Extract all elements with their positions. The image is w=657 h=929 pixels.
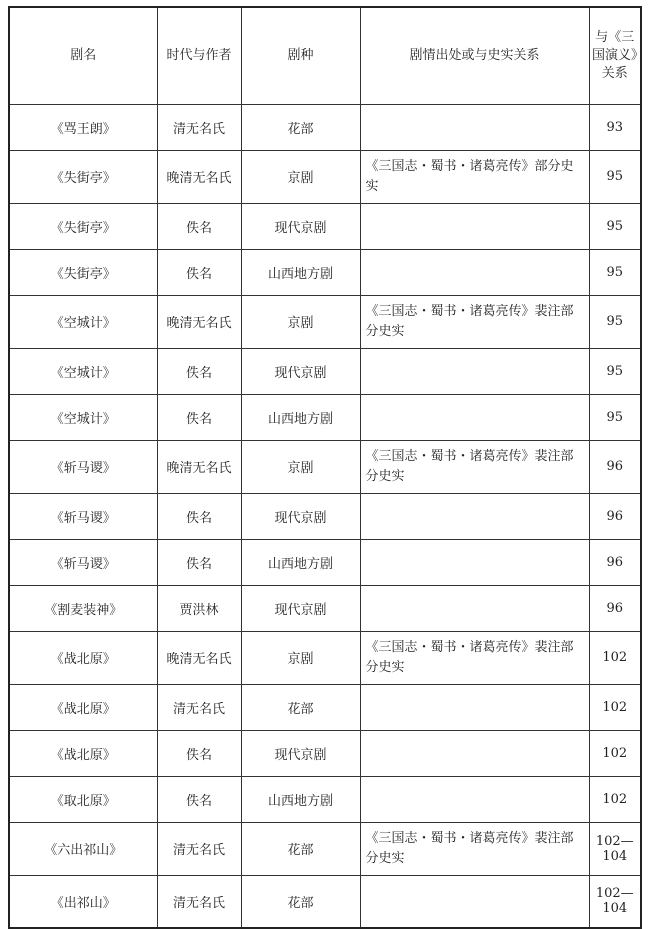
genre: 现代京剧 bbox=[241, 203, 360, 249]
table-row bbox=[9, 203, 641, 249]
genre: 京剧 bbox=[241, 631, 360, 684]
relation-page: 95 bbox=[589, 203, 641, 249]
play-title: 《斩马谡》 bbox=[9, 539, 157, 585]
source-note bbox=[360, 585, 589, 631]
play-title: 《战北原》 bbox=[9, 684, 157, 730]
relation-page: 102 bbox=[589, 684, 641, 730]
relation-page: 93 bbox=[589, 104, 641, 150]
relation-page: 102 bbox=[589, 730, 641, 776]
source-note bbox=[360, 394, 589, 440]
source-note: 《三国志・蜀书・诸葛亮传》裴注部分史实 bbox=[360, 440, 589, 493]
era-author: 清无名氏 bbox=[157, 684, 241, 730]
header-title: 剧名 bbox=[9, 7, 157, 104]
relation-page: 102 bbox=[589, 631, 641, 684]
genre: 京剧 bbox=[241, 295, 360, 348]
source-note: 《三国志・蜀书・诸葛亮传》裴注部分史实 bbox=[360, 822, 589, 875]
play-title: 《骂王朗》 bbox=[9, 104, 157, 150]
relation-page: 95 bbox=[589, 348, 641, 394]
play-title: 《失街亭》 bbox=[9, 203, 157, 249]
source-note bbox=[360, 348, 589, 394]
relation-page: 102 bbox=[589, 776, 641, 822]
genre: 京剧 bbox=[241, 150, 360, 203]
play-title: 《空城计》 bbox=[9, 295, 157, 348]
table-row bbox=[9, 539, 641, 585]
era-author: 佚名 bbox=[157, 394, 241, 440]
era-author: 清无名氏 bbox=[157, 875, 241, 928]
genre: 花部 bbox=[241, 875, 360, 928]
source-note bbox=[360, 203, 589, 249]
era-author: 佚名 bbox=[157, 493, 241, 539]
header-source: 剧情出处或与史实关系 bbox=[360, 7, 589, 104]
relation-page: 96 bbox=[589, 493, 641, 539]
genre: 京剧 bbox=[241, 440, 360, 493]
relation-page: 96 bbox=[589, 539, 641, 585]
relation-page: 96 bbox=[589, 585, 641, 631]
era-author: 佚名 bbox=[157, 249, 241, 295]
table-row bbox=[9, 585, 641, 631]
play-title: 《斩马谡》 bbox=[9, 440, 157, 493]
play-title: 《出祁山》 bbox=[9, 875, 157, 928]
play-title: 《失街亭》 bbox=[9, 249, 157, 295]
header-relation: 与《三国演义》关系 bbox=[589, 7, 641, 104]
genre: 花部 bbox=[241, 822, 360, 875]
play-title: 《空城计》 bbox=[9, 394, 157, 440]
relation-page: 102—104 bbox=[589, 822, 641, 875]
play-title: 《割麦装神》 bbox=[9, 585, 157, 631]
source-note bbox=[360, 493, 589, 539]
source-note bbox=[360, 539, 589, 585]
source-note bbox=[360, 104, 589, 150]
table-row bbox=[9, 493, 641, 539]
source-note: 《三国志・蜀书・诸葛亮传》部分史实 bbox=[360, 150, 589, 203]
header-era-author: 时代与作者 bbox=[157, 7, 241, 104]
play-title: 《失街亭》 bbox=[9, 150, 157, 203]
table-row bbox=[9, 104, 641, 150]
table-header-row bbox=[9, 7, 641, 104]
table-row bbox=[9, 875, 641, 928]
table-row bbox=[9, 394, 641, 440]
source-note bbox=[360, 875, 589, 928]
header-genre: 剧种 bbox=[241, 7, 360, 104]
genre: 现代京剧 bbox=[241, 348, 360, 394]
play-title: 《斩马谡》 bbox=[9, 493, 157, 539]
era-author: 清无名氏 bbox=[157, 822, 241, 875]
relation-page: 95 bbox=[589, 249, 641, 295]
genre: 花部 bbox=[241, 684, 360, 730]
table-row bbox=[9, 348, 641, 394]
table-row bbox=[9, 295, 641, 348]
era-author: 晚清无名氏 bbox=[157, 295, 241, 348]
relation-page: 102—104 bbox=[589, 875, 641, 928]
era-author: 清无名氏 bbox=[157, 104, 241, 150]
source-note bbox=[360, 249, 589, 295]
relation-page: 95 bbox=[589, 295, 641, 348]
source-note bbox=[360, 730, 589, 776]
table-row bbox=[9, 150, 641, 203]
genre: 现代京剧 bbox=[241, 730, 360, 776]
era-author: 晚清无名氏 bbox=[157, 150, 241, 203]
relation-page: 95 bbox=[589, 394, 641, 440]
genre: 山西地方剧 bbox=[241, 539, 360, 585]
genre: 花部 bbox=[241, 104, 360, 150]
genre: 现代京剧 bbox=[241, 493, 360, 539]
genre: 山西地方剧 bbox=[241, 249, 360, 295]
table-row bbox=[9, 631, 641, 684]
era-author: 晚清无名氏 bbox=[157, 631, 241, 684]
table-row bbox=[9, 684, 641, 730]
source-note bbox=[360, 684, 589, 730]
table-row bbox=[9, 730, 641, 776]
genre: 山西地方剧 bbox=[241, 394, 360, 440]
play-title: 《战北原》 bbox=[9, 631, 157, 684]
era-author: 佚名 bbox=[157, 203, 241, 249]
play-title: 《六出祁山》 bbox=[9, 822, 157, 875]
plays-table bbox=[8, 6, 642, 929]
genre: 现代京剧 bbox=[241, 585, 360, 631]
relation-page: 96 bbox=[589, 440, 641, 493]
era-author: 佚名 bbox=[157, 776, 241, 822]
genre: 山西地方剧 bbox=[241, 776, 360, 822]
table-row bbox=[9, 440, 641, 493]
play-title: 《取北原》 bbox=[9, 776, 157, 822]
relation-page: 95 bbox=[589, 150, 641, 203]
table-row bbox=[9, 776, 641, 822]
source-note: 《三国志・蜀书・诸葛亮传》裴注部分史实 bbox=[360, 631, 589, 684]
table-row bbox=[9, 822, 641, 875]
era-author: 晚清无名氏 bbox=[157, 440, 241, 493]
era-author: 佚名 bbox=[157, 730, 241, 776]
era-author: 佚名 bbox=[157, 539, 241, 585]
source-note: 《三国志・蜀书・诸葛亮传》裴注部分史实 bbox=[360, 295, 589, 348]
source-note bbox=[360, 776, 589, 822]
play-title: 《战北原》 bbox=[9, 730, 157, 776]
era-author: 佚名 bbox=[157, 348, 241, 394]
era-author: 贾洪林 bbox=[157, 585, 241, 631]
table-row bbox=[9, 249, 641, 295]
play-title: 《空城计》 bbox=[9, 348, 157, 394]
